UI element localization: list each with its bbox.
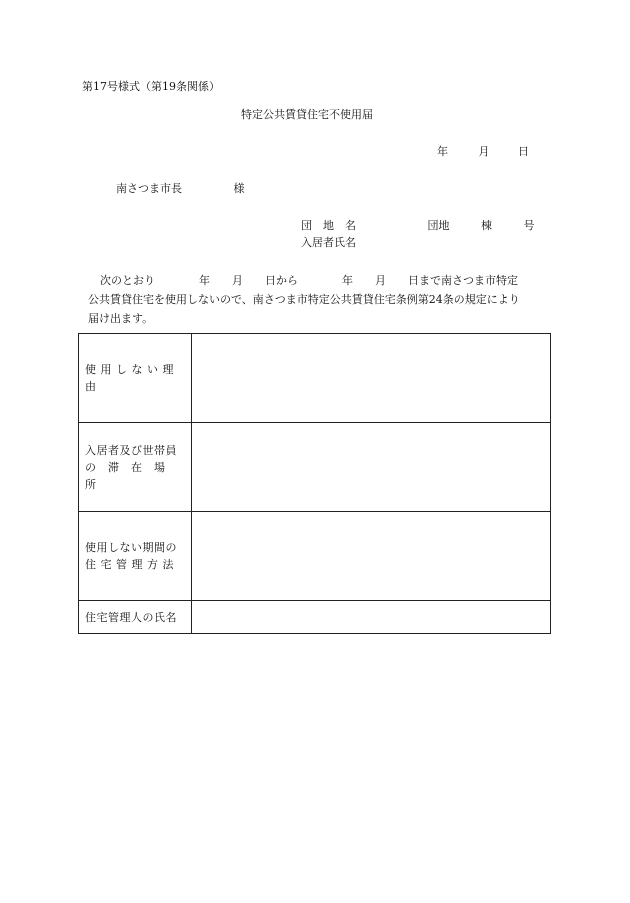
stay-location-label <box>79 423 192 512</box>
reason-label-text: 使 用 し な い 理 由 <box>85 363 174 393</box>
management-method-label <box>79 512 192 601</box>
notice-line-3: 届け出ます。 <box>88 312 154 325</box>
room-number-label: 号 <box>523 219 535 232</box>
management-method-label-line2: 住 宅 管 理 方 法 <box>85 558 174 571</box>
date-day-label: 日 <box>518 145 529 158</box>
management-method-label-line1: 使用しない期間の <box>85 541 177 554</box>
reason-label <box>79 334 192 423</box>
date-line <box>437 145 529 159</box>
date-month-label: 月 <box>478 145 490 158</box>
table-row-reason <box>79 334 551 423</box>
stay-location-field[interactable] <box>192 423 551 512</box>
document-title: 特定公共賃貸住宅不使用届 <box>241 108 373 121</box>
danchi-name-label: 団 地 名 <box>301 219 356 232</box>
date-year-label: 年 <box>437 145 448 158</box>
table-row-management-method <box>79 512 551 601</box>
notice-body <box>82 271 552 328</box>
applicant-danchi-row <box>301 219 535 233</box>
manager-name-label <box>79 601 192 634</box>
manager-name-field[interactable] <box>192 601 551 634</box>
building-label: 棟 <box>481 219 492 232</box>
stay-location-label-line1: 入居者及び世帯員 <box>85 443 177 457</box>
danchi-unit-label: 団地 <box>427 219 450 232</box>
table-row-manager-name <box>79 601 551 634</box>
notice-line-1: 次のとおり 年 月 日から 年 月 日まで南さつま市特定 <box>100 274 518 287</box>
management-method-field[interactable] <box>192 512 551 601</box>
reason-field[interactable] <box>192 334 551 423</box>
addressee-name: 南さつま市長 <box>116 182 182 195</box>
addressee-honorific: 様 <box>233 182 245 195</box>
notice-line-2: 公共賃貸住宅を使用しないので、南さつま市特定公共賃貸住宅条例第24条の規定により <box>88 293 520 306</box>
form-table <box>78 333 551 634</box>
form-number: 第17号様式（第19条関係） <box>82 80 220 93</box>
stay-location-label-line2: の 滞 在 場 所 <box>85 460 177 491</box>
addressee <box>116 182 245 196</box>
resident-name-label: 入居者氏名 <box>301 236 356 249</box>
manager-name-label-text: 住宅管理人の氏名 <box>85 610 177 624</box>
table-row-stay-location <box>79 423 551 512</box>
